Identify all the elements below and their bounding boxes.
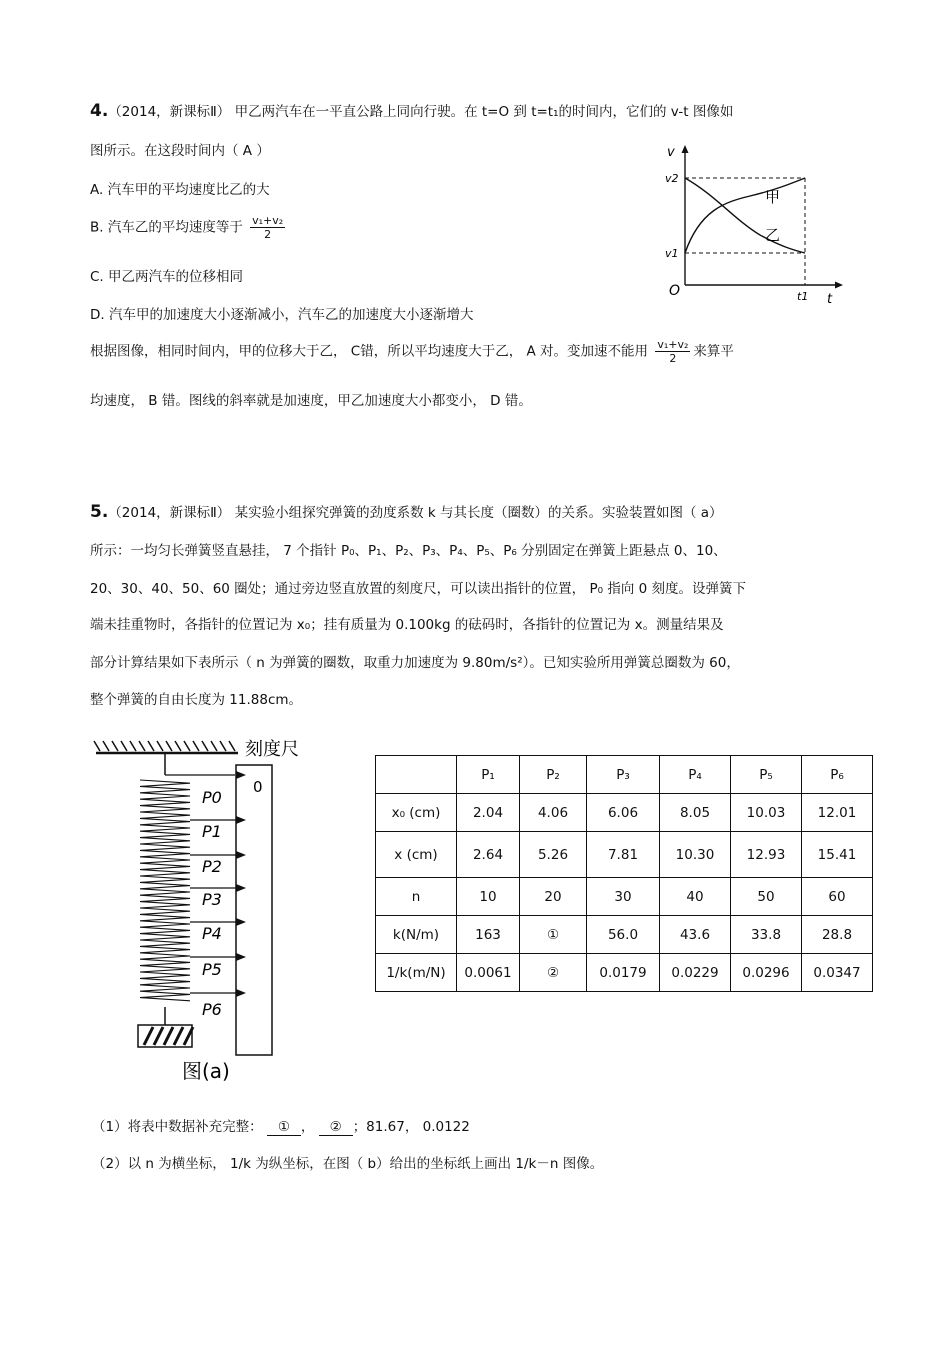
table-cell: x₀ (cm) [376, 794, 457, 832]
table-cell: 0.0229 [660, 954, 731, 992]
pointer-arrowhead [236, 816, 246, 824]
yi-curve [685, 178, 805, 253]
fraction-denominator: 2 [669, 352, 677, 365]
hatch-mark [175, 741, 181, 751]
q5-sub1: （1）将表中数据补充完整： ① ， ② ；81.67， 0.0122 [92, 1119, 470, 1135]
table-cell: 30 [587, 878, 660, 916]
table-cell: 0.0296 [731, 954, 802, 992]
q5-sub2: （2）以 n 为横坐标， 1/k 为纵坐标，在图（ b）给出的坐标纸上画出 1/k－n 图像。 [92, 1156, 604, 1172]
q4-header-text: （2014，新课标Ⅱ） 甲乙两汽车在一平直公路上同向行驶。在 t=O 到 t=t₁的时间内，它们的 v-t 图像如 [108, 104, 734, 120]
pointer-labels [202, 788, 222, 1019]
hatch-mark [166, 741, 172, 751]
table-cell: 20 [520, 878, 587, 916]
hatch-mark [112, 741, 118, 751]
table-row [376, 878, 873, 916]
table-cell: 43.6 [660, 916, 731, 954]
table-cell: 33.8 [731, 916, 802, 954]
q4-header [90, 100, 733, 121]
q4-explanation-post: 来算平 [693, 343, 734, 360]
vt-graph [655, 140, 855, 310]
origin-label: O [669, 283, 681, 299]
table-cell: 10 [457, 878, 520, 916]
hatch-mark [193, 741, 199, 751]
pointer-label: P3 [202, 890, 222, 909]
hatch-mark [184, 741, 190, 751]
q4-explanation-line1 [90, 338, 734, 365]
table-cell [376, 756, 457, 794]
pointer-label: P0 [202, 788, 222, 807]
hatch-mark [130, 741, 136, 751]
table-cell: P₃ [587, 756, 660, 794]
answer-blank-2: ② [319, 1119, 353, 1136]
q4-number: 4. [90, 101, 109, 121]
pointer-arrowhead [236, 989, 246, 997]
table-cell: 10.03 [731, 794, 802, 832]
hatch-mark [121, 741, 127, 751]
q5-line5: 部分计算结果如下表所示（ n 为弹簧的圈数，取重力加速度为 9.80m/s²）。已知实验所用弹簧总圈数为 60， [90, 655, 740, 671]
q4-option-a: A. 汽车甲的平均速度比乙的大 [90, 182, 270, 198]
table-cell: P₄ [660, 756, 731, 794]
answer-blank-1: ① [267, 1119, 301, 1136]
fraction-numerator: v₁+v₂ [657, 338, 689, 351]
ruler [236, 765, 272, 1055]
table-cell: 2.04 [457, 794, 520, 832]
table-cell: 0.0179 [587, 954, 660, 992]
table-cell: P₆ [802, 756, 873, 794]
q5-line2: 所示：一均匀长弹簧竖直悬挂， 7 个指针 P₀、P₁、P₂、P₃、P₄、P₅、P₆ 分别固定在弹簧上距悬点 0、10、 [90, 543, 727, 559]
hatch-mark [148, 741, 154, 751]
table-row [376, 916, 873, 954]
table-cell: 2.64 [457, 832, 520, 878]
table-header-row [376, 756, 873, 794]
table-cell: 1/k(m/N) [376, 954, 457, 992]
table-cell: 7.81 [587, 832, 660, 878]
hatch-mark [157, 741, 163, 751]
spring-figure [90, 735, 320, 1085]
v1-label: v1 [665, 247, 679, 260]
pointer-arrowhead [236, 851, 246, 859]
t-axis-arrow [835, 282, 843, 289]
fraction-numerator: v₁+v₂ [252, 214, 284, 227]
q4-explanation-fraction [655, 338, 690, 365]
q5-line1-text: （2014，新课标Ⅱ） 某实验小组探究弹簧的劲度系数 k 与其长度（圈数）的关系。实验装置如图（ a） [108, 505, 723, 521]
t1-label: t1 [797, 290, 809, 303]
v-axis-label: v [667, 145, 675, 160]
pointer-label: P2 [202, 857, 222, 876]
table-row [376, 954, 873, 992]
q4-explanation-pre: 根据图像，相同时间内，甲的位移大于乙， C错，所以平均速度大于乙， A 对。变加速不能用 [90, 343, 649, 360]
q4-line2: 图所示。在这段时间内（ A ） [90, 143, 270, 159]
q4-option-d: D. 汽车甲的加速度大小逐渐减小，汽车乙的加速度大小逐渐增大 [90, 307, 474, 323]
table-cell: 5.26 [520, 832, 587, 878]
table-cell: x (cm) [376, 832, 457, 878]
q4-option-b-text: B. 汽车乙的平均速度等于 [90, 219, 243, 236]
table-cell: P₅ [731, 756, 802, 794]
pointer-arrowhead [236, 918, 246, 926]
ruler-zero: 0 [253, 778, 263, 796]
q5-number: 5. [90, 502, 109, 522]
pointer-label: P6 [202, 1000, 222, 1019]
table-cell: P₂ [520, 756, 587, 794]
fraction-denominator: 2 [264, 228, 272, 241]
hatch-mark [139, 741, 145, 751]
table-cell: 15.41 [802, 832, 873, 878]
table-cell: 60 [802, 878, 873, 916]
table-cell: 8.05 [660, 794, 731, 832]
table-cell: ② [520, 954, 587, 992]
hatch-mark [211, 741, 217, 751]
pointer-label: P1 [202, 822, 222, 841]
table-cell: 12.01 [802, 794, 873, 832]
table-cell: 56.0 [587, 916, 660, 954]
pointer-arrowhead [236, 953, 246, 961]
table-cell: 163 [457, 916, 520, 954]
table-row [376, 794, 873, 832]
hatch-mark [94, 741, 100, 751]
q4-option-c: C. 甲乙两汽车的位移相同 [90, 269, 244, 285]
t-axis-label: t [827, 292, 833, 307]
hatch-mark [202, 741, 208, 751]
yi-label: 乙 [765, 226, 781, 244]
ceiling-hatching [94, 741, 235, 751]
pointer-label: P5 [202, 960, 222, 979]
table-cell: n [376, 878, 457, 916]
hatch-mark [103, 741, 109, 751]
q4-explanation-line2: 均速度， B 错。图线的斜率就是加速度，甲乙加速度大小都变小， D 错。 [90, 393, 532, 409]
spring-coil [140, 780, 190, 1001]
table-cell: 0.0347 [802, 954, 873, 992]
table-cell: 12.93 [731, 832, 802, 878]
table-cell: 0.0061 [457, 954, 520, 992]
q5-line3: 20、30、40、50、60 圈处；通过旁边竖直放置的刻度尺，可以读出指针的位置， P₀ 指向 0 刻度。设弹簧下 [90, 581, 746, 597]
table-cell: ① [520, 916, 587, 954]
table-cell: 40 [660, 878, 731, 916]
q5-line4: 端未挂重物时，各指针的位置记为 x₀；挂有质量为 0.100kg 的砝码时，各指针的位置记为 x。测量结果及 [90, 617, 724, 633]
table-cell: 4.06 [520, 794, 587, 832]
jia-label: 甲 [765, 188, 781, 206]
v2-label: v2 [665, 172, 679, 185]
table-row [376, 832, 873, 878]
v-axis-arrow [682, 145, 689, 153]
q5-sub1-pre: （1）将表中数据补充完整： [92, 1119, 263, 1135]
q4-option-b [90, 214, 288, 241]
table-cell: 50 [731, 878, 802, 916]
table-cell: 10.30 [660, 832, 731, 878]
pointer-arrowhead [236, 884, 246, 892]
table-cell: 6.06 [587, 794, 660, 832]
q5-line1 [90, 501, 723, 522]
table-cell: k(N/m) [376, 916, 457, 954]
hatch-mark [220, 741, 226, 751]
pointer-arrowhead [236, 771, 246, 779]
table-cell: 28.8 [802, 916, 873, 954]
hatch-mark [229, 741, 235, 751]
table-cell: P₁ [457, 756, 520, 794]
q4-option-b-fraction [250, 214, 285, 241]
q5-sub1-post: ；81.67， 0.0122 [352, 1119, 470, 1135]
spring-data-table [375, 755, 873, 992]
q5-line6: 整个弹簧的自由长度为 11.88cm。 [90, 692, 303, 708]
figure-caption: 图(a) [182, 1059, 230, 1083]
pointer-label: P4 [202, 924, 222, 943]
ruler-label: 刻度尺 [245, 739, 299, 760]
